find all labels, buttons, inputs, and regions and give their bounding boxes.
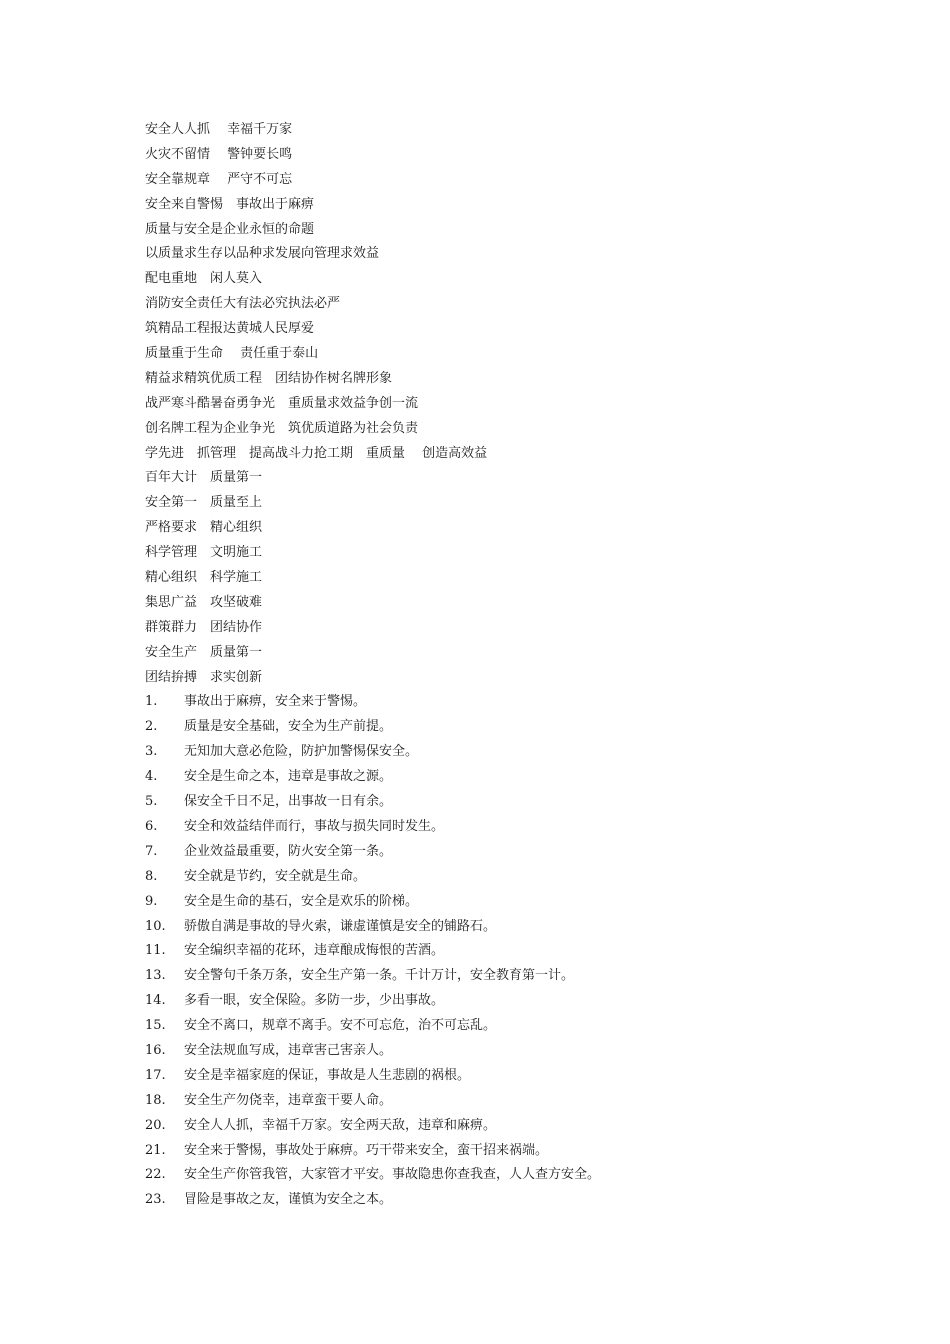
item-number: 21. bbox=[145, 1142, 166, 1158]
list-item bbox=[145, 1114, 865, 1139]
list-item bbox=[145, 1064, 865, 1089]
item-number: 3. bbox=[145, 744, 158, 760]
item-text: 企业效益最重要，防火安全第一条。 bbox=[184, 843, 393, 859]
slogan-line: 百年大计 质量第一 bbox=[145, 470, 263, 486]
slogan-line: 团结拚搏 求实创新 bbox=[145, 669, 263, 685]
item-text: 安全警句千条万条，安全生产第一条。千计万计，安全教育第一计。 bbox=[184, 968, 575, 984]
item-text: 安全就是节约，安全就是生命。 bbox=[184, 868, 367, 884]
item-number: 2. bbox=[145, 719, 158, 735]
item-number: 20. bbox=[145, 1117, 166, 1133]
slogan-line: 严格要求 精心组织 bbox=[145, 520, 263, 536]
item-number: 17. bbox=[145, 1067, 166, 1083]
item-number: 5. bbox=[145, 794, 158, 810]
slogan-line: 战严寒斗酷暑奋勇争光 重质量求效益争创一流 bbox=[145, 395, 419, 411]
list-item bbox=[145, 790, 865, 815]
slogan-line: 创名牌工程为企业争光 筑优质道路为社会负责 bbox=[145, 420, 419, 436]
item-text: 无知加大意必危险，防护加警惕保安全。 bbox=[184, 744, 419, 760]
list-item bbox=[145, 1014, 865, 1039]
item-text: 安全编织幸福的花环，违章酿成悔恨的苦酒。 bbox=[184, 943, 445, 959]
item-text: 安全生产勿侥幸，违章蛮干要人命。 bbox=[184, 1092, 393, 1108]
item-text: 安全是幸福家庭的保证，事故是人生悲剧的祸根。 bbox=[184, 1067, 471, 1083]
slogan-line: 安全人人抓 幸福千万家 bbox=[145, 122, 293, 137]
list-item bbox=[145, 815, 865, 840]
slogan-line: 消防安全责任大有法必究执法必严 bbox=[145, 296, 341, 312]
list-item bbox=[145, 964, 865, 989]
item-number: 15. bbox=[145, 1018, 166, 1034]
list-item bbox=[145, 915, 865, 940]
slogan-line: 安全靠规章 严守不可忘 bbox=[145, 171, 293, 187]
list-item bbox=[145, 1188, 865, 1213]
item-number: 13. bbox=[145, 968, 166, 984]
slogan-line: 配电重地 闲人莫入 bbox=[145, 271, 263, 287]
slogan-line: 筑精品工程报达黄城人民厚爱 bbox=[145, 321, 315, 337]
item-number: 4. bbox=[145, 769, 158, 785]
item-number: 18. bbox=[145, 1092, 166, 1108]
item-text: 安全不离口，规章不离手。安不可忘危，治不可忘乱。 bbox=[184, 1018, 497, 1034]
slogan-line: 安全第一 质量至上 bbox=[145, 495, 263, 511]
list-item bbox=[145, 740, 865, 765]
slogan-line: 以质量求生存以品种求发展向管理求效益 bbox=[145, 246, 380, 262]
item-text: 安全生产你管我管，大家管才平安。事故隐患你查我查，人人查方安全。 bbox=[184, 1167, 601, 1183]
item-text: 安全和效益结伴而行，事故与损失同时发生。 bbox=[184, 818, 445, 834]
item-text: 安全来于警惕，事故处于麻痹。巧干带来安全，蛮干招来祸端。 bbox=[184, 1142, 549, 1158]
slogan-line: 火灾不留情 警钟要长鸣 bbox=[145, 146, 293, 162]
item-text: 安全人人抓，幸福千万家。安全两天敌，违章和麻痹。 bbox=[184, 1117, 497, 1133]
item-text: 安全是生命的基石，安全是欢乐的阶梯。 bbox=[184, 893, 419, 909]
item-number: 1. bbox=[145, 694, 158, 710]
slogan-line: 安全生产 质量第一 bbox=[145, 644, 263, 660]
item-number: 9. bbox=[145, 893, 158, 909]
item-number: 6. bbox=[145, 818, 158, 834]
slogan-list bbox=[145, 118, 865, 690]
item-number: 16. bbox=[145, 1042, 166, 1058]
item-text: 质量是安全基础，安全为生产前提。 bbox=[184, 719, 393, 735]
item-number: 14. bbox=[145, 993, 166, 1009]
item-text: 多看一眼，安全保险。多防一步，少出事故。 bbox=[184, 993, 445, 1009]
list-item bbox=[145, 1163, 865, 1188]
list-item bbox=[145, 690, 865, 715]
item-number: 7. bbox=[145, 843, 158, 859]
item-text: 安全是生命之本，违章是事故之源。 bbox=[184, 769, 393, 785]
item-text: 安全法规血写成，违章害己害亲人。 bbox=[184, 1042, 393, 1058]
list-item bbox=[145, 939, 865, 964]
item-text: 冒险是事故之友，谨慎为安全之本。 bbox=[184, 1192, 393, 1208]
list-item bbox=[145, 1139, 865, 1164]
slogan-line: 学先进 抓管理 提高战斗力抢工期 重质量 创造高效益 bbox=[145, 445, 488, 461]
list-item bbox=[145, 715, 865, 740]
slogan-line: 安全来自警惕 事故出于麻痹 bbox=[145, 196, 315, 212]
item-number: 8. bbox=[145, 868, 158, 884]
list-item bbox=[145, 865, 865, 890]
slogan-line: 质量与安全是企业永恒的命题 bbox=[145, 221, 315, 237]
list-item bbox=[145, 1039, 865, 1064]
document-body bbox=[145, 118, 865, 1213]
slogan-line: 集思广益 攻坚破难 bbox=[145, 594, 263, 610]
item-text: 保安全千日不足，出事故一日有余。 bbox=[184, 794, 393, 810]
slogan-line: 质量重于生命 责任重于泰山 bbox=[145, 346, 319, 362]
numbered-list bbox=[145, 690, 865, 1213]
list-item bbox=[145, 989, 865, 1014]
list-item bbox=[145, 765, 865, 790]
item-text: 事故出于麻痹，安全来于警惕。 bbox=[184, 694, 367, 710]
slogan-line: 精心组织 科学施工 bbox=[145, 570, 263, 586]
slogan-line: 科学管理 文明施工 bbox=[145, 545, 263, 561]
item-number: 22. bbox=[145, 1167, 166, 1183]
list-item bbox=[145, 840, 865, 865]
item-number: 10. bbox=[145, 918, 166, 934]
item-number: 11. bbox=[145, 943, 166, 959]
list-item bbox=[145, 890, 865, 915]
item-text: 骄傲自满是事故的导火索，谦虚谨慎是安全的铺路石。 bbox=[184, 918, 497, 934]
list-item bbox=[145, 1089, 865, 1114]
slogan-line: 群策群力 团结协作 bbox=[145, 619, 263, 635]
item-number: 23. bbox=[145, 1192, 166, 1208]
slogan-line: 精益求精筑优质工程 团结协作树名牌形象 bbox=[145, 370, 393, 386]
